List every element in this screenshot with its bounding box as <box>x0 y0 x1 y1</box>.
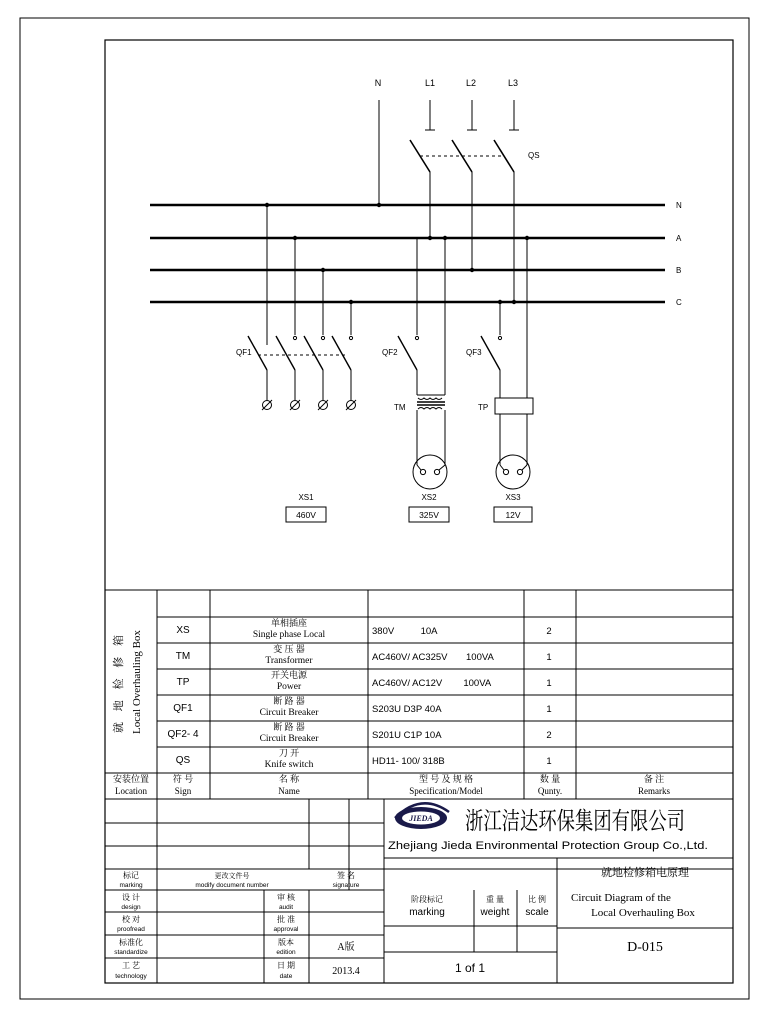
marking-en: marking <box>119 882 143 889</box>
terminal-symbols <box>262 400 356 410</box>
xs1-voltage: 460V <box>296 510 316 520</box>
logo-text: JIEDA <box>409 814 433 823</box>
parts-header <box>113 773 670 796</box>
approval-en: approval <box>273 926 299 933</box>
row-name-cn: 刀 开 <box>278 748 300 758</box>
drawing-title-en-1: Circuit Diagram of the <box>571 892 671 904</box>
standardize-en: standardize <box>114 949 148 956</box>
tp-label: TP <box>478 403 489 412</box>
top-label-l1: L1 <box>424 78 436 88</box>
audit-cn: 审 核 <box>277 893 295 902</box>
drawing-title-cn: 就地检修箱电原理 <box>601 867 689 879</box>
xs3-label: XS3 <box>505 493 521 502</box>
junction-dots <box>265 203 529 304</box>
bus-label-c: C <box>676 298 682 307</box>
row-sign: TP <box>176 677 190 688</box>
row-qty: 2 <box>546 626 552 637</box>
signature-en: signature <box>332 882 360 889</box>
row-sign: QS <box>175 755 191 766</box>
company-name-en: Zhejiang Jieda Environmental Protection Group Co.,Ltd. <box>388 840 708 852</box>
company-name-cn: 浙江洁达环保集团有限公司 <box>465 809 753 835</box>
xs2-socket <box>413 455 447 489</box>
row-name-en: Circuit Breaker <box>259 734 319 744</box>
weight-en: weight <box>480 907 510 918</box>
qf3-blade <box>481 336 500 370</box>
tm-label: TM <box>394 403 406 412</box>
revision-labels <box>114 870 549 980</box>
row-name-en: Knife switch <box>264 760 314 770</box>
proofread-cn: 校 对 <box>122 915 140 924</box>
bus-label-a: A <box>676 234 682 243</box>
location-label-en: Local Overhauling Box <box>131 630 143 734</box>
row-qty: 1 <box>546 756 552 767</box>
qf3-label: QF3 <box>466 348 482 357</box>
date-value: 2013.4 <box>332 966 360 977</box>
qf2-label: QF2 <box>382 348 398 357</box>
top-label-n: N <box>374 78 382 88</box>
row-name-en: Power <box>276 682 302 692</box>
row-qty: 1 <box>546 678 552 689</box>
hdr-sign-en: Sign <box>174 786 192 796</box>
row-name-cn: 断 路 器 <box>273 696 305 706</box>
row-qty: 2 <box>546 730 552 741</box>
row-spec: S203U D3P 40A <box>372 704 442 715</box>
weight-cn: 重 量 <box>486 895 504 904</box>
row-name-cn: 开关电源 <box>270 670 308 680</box>
technology-cn: 工 艺 <box>122 961 140 970</box>
edition-cn: 版本 <box>278 938 294 947</box>
hdr-location-cn: 安装位置 <box>112 774 150 784</box>
xs2-label: XS2 <box>421 493 437 502</box>
row-spec: AC460V/ AC12V 100VA <box>372 678 492 689</box>
date-cn: 日 期 <box>277 961 295 970</box>
design-cn: 设 计 <box>122 893 140 902</box>
audit-en: audit <box>278 904 294 911</box>
qf2-blade <box>398 336 417 370</box>
row-name-cn: 断 路 器 <box>273 722 305 732</box>
circuit-diagram <box>150 78 682 522</box>
scale-cn: 比 例 <box>528 895 546 904</box>
row-name-cn: 变 压 器 <box>273 644 305 654</box>
hdr-location-en: Location <box>115 786 147 796</box>
approval-cn: 批 准 <box>277 915 295 924</box>
scale-en: scale <box>525 907 549 918</box>
top-label-l3: L3 <box>507 78 519 88</box>
hdr-qty-cn: 数 量 <box>539 774 561 784</box>
hdr-sign-cn: 符 号 <box>172 774 194 784</box>
technology-en: technology <box>115 973 147 980</box>
drawing-number: D-015 <box>627 940 663 955</box>
row-name-en: Transformer <box>265 656 313 666</box>
tm-coil-secondary <box>418 408 442 410</box>
row-sign: QF2- 4 <box>167 729 199 740</box>
row-name-en: Circuit Breaker <box>259 708 319 718</box>
hdr-remarks-en: Remarks <box>638 786 670 796</box>
row-spec: 380V 10A <box>372 626 438 637</box>
marking-cn: 标记 <box>123 871 139 880</box>
modify-cn: 更改文件号 <box>214 872 250 880</box>
modify-en: modify document number <box>195 882 269 889</box>
tp-module <box>495 398 533 414</box>
parts-table <box>105 590 733 799</box>
xs1-label: XS1 <box>298 493 314 502</box>
row-name-en: Single phase Local <box>252 630 326 640</box>
hdr-spec-en: Specification/Model <box>409 786 483 796</box>
row-qty: 1 <box>546 704 552 715</box>
hdr-name-cn: 名 称 <box>278 774 300 784</box>
company-logo <box>395 803 449 829</box>
hdr-qty-en: Qunty. <box>537 786 563 796</box>
xs3-socket <box>496 455 530 489</box>
top-label-l2: L2 <box>465 78 477 88</box>
row-spec: HD11- 100/ 318B <box>372 756 445 767</box>
qf1-label: QF1 <box>236 348 252 357</box>
qs-label: QS <box>528 151 540 160</box>
row-qty: 1 <box>546 652 552 663</box>
hdr-name-en: Name <box>278 786 300 796</box>
row-spec: AC460V/ AC325V 100VA <box>372 652 494 663</box>
design-en: design <box>121 904 141 911</box>
tm-coil-primary <box>418 398 442 400</box>
edition-en: edition <box>276 949 296 956</box>
hdr-remarks-cn: 备 注 <box>643 774 665 784</box>
date-en: date <box>279 973 293 980</box>
stage-marking-en: marking <box>409 907 445 918</box>
drawing-title-en-2: Local Overhauling Box <box>591 907 695 919</box>
row-spec: S201U C1P 10A <box>372 730 442 741</box>
location-label-cn: 就 地 检 修 箱 <box>113 631 125 733</box>
xs3-voltage: 12V <box>505 510 521 520</box>
hdr-spec-cn: 型 号 及 规 格 <box>418 774 474 784</box>
bus-label-b: B <box>676 266 682 275</box>
proofread-en: proofread <box>117 926 145 933</box>
row-name-cn: 单相插座 <box>270 618 308 628</box>
row-sign: XS <box>176 625 190 636</box>
edition-value: A版 <box>337 942 355 953</box>
row-sign: QF1 <box>173 703 193 714</box>
sheet-of: 1 of 1 <box>454 961 486 975</box>
row-sign: TM <box>175 651 191 662</box>
qf1-blade-1 <box>276 336 295 370</box>
stage-marking-cn: 阶段标记 <box>411 895 443 904</box>
signature-cn: 签 名 <box>337 871 355 880</box>
standardize-cn: 标准化 <box>119 938 143 947</box>
bus-label-n: N <box>676 201 682 210</box>
xs2-voltage: 325V <box>419 510 439 520</box>
